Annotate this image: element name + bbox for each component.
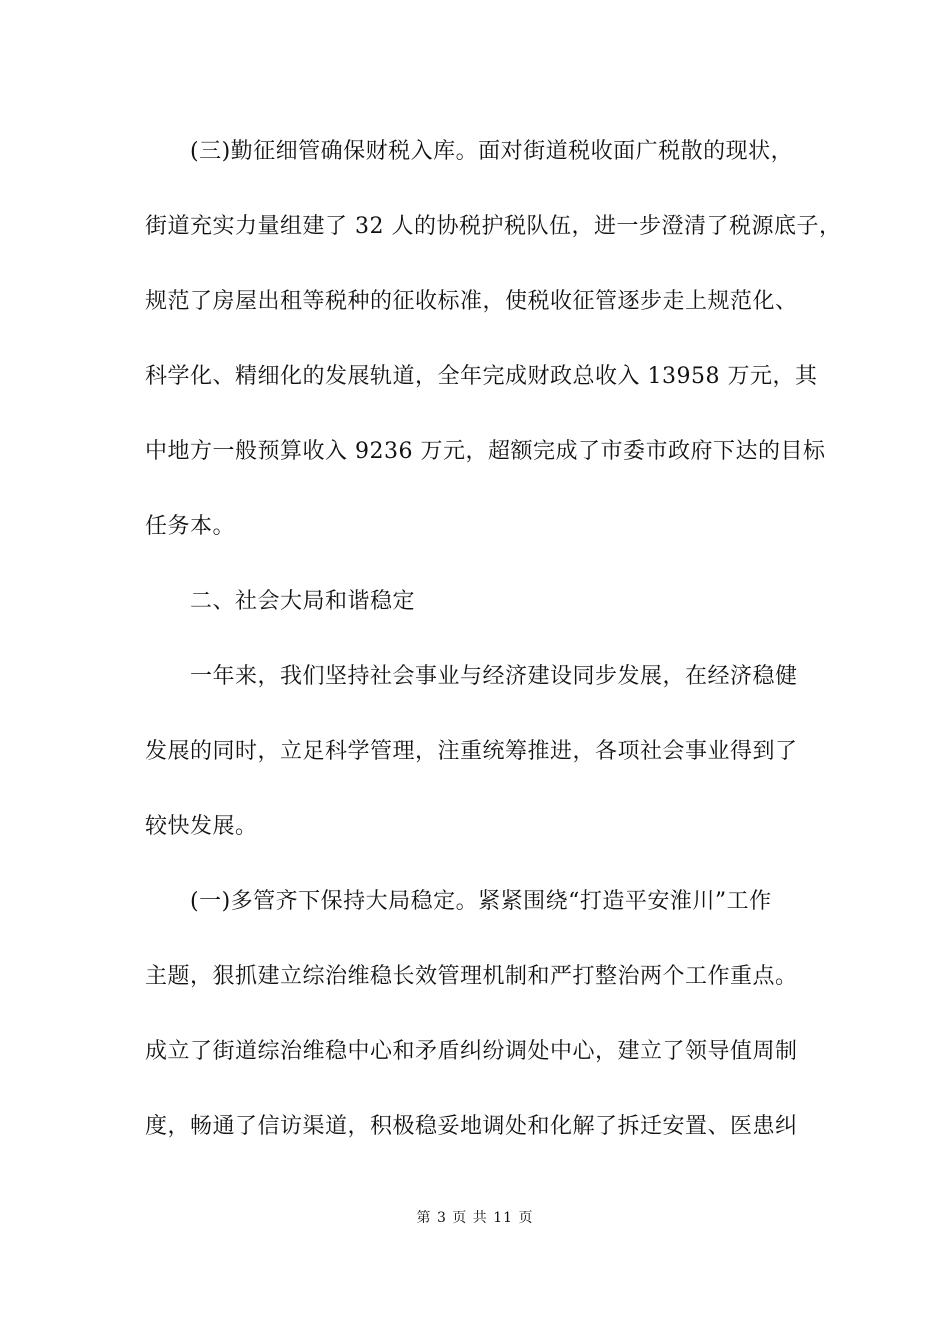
section-heading: 二、社会大局和谐稳定 — [190, 589, 416, 614]
paragraph-line: (三)勤征细管确保财税入库。面对街道税收面广税散的现状， — [190, 139, 794, 164]
paragraph-line: 度，畅通了信访渠道，积极稳妥地调处和化解了拆迁安置、医患纠 — [145, 1114, 798, 1139]
paragraph-line: 主题，狠抓建立综治维稳长效管理机制和严打整治两个工作重点。 — [145, 964, 798, 989]
paragraph-line: 成立了街道综治维稳中心和矛盾纠纷调处中心，建立了领导值周制 — [145, 1039, 798, 1064]
paragraph-line: (一)多管齐下保持大局稳定。紧紧围绕“打造平安淮川”工作 — [190, 889, 772, 914]
page-number-footer: 第 3 页 共 11 页 — [416, 1210, 534, 1226]
paragraph-line: 规范了房屋出租等税种的征收标准，使税收征管逐步走上规范化、 — [145, 289, 798, 314]
paragraph-line: 中地方一般预算收入 9236 万元，超额完成了市委市政府下达的目标 — [145, 439, 826, 464]
paragraph-line: 发展的同时，立足科学管理，注重统筹推进，各项社会事业得到了 — [145, 739, 798, 764]
paragraph-line: 任务本。 — [145, 514, 236, 539]
paragraph-line: 街道充实力量组建了 32 人的协税护税队伍，进一步澄清了税源底子， — [145, 214, 842, 239]
paragraph-line: 科学化、精细化的发展轨道，全年完成财政总收入 13958 万元，其 — [145, 364, 818, 389]
paragraph-line: 较快发展。 — [145, 814, 258, 839]
paragraph-line: 一年来，我们坚持社会事业与经济建设同步发展，在经济稳健 — [190, 664, 798, 689]
